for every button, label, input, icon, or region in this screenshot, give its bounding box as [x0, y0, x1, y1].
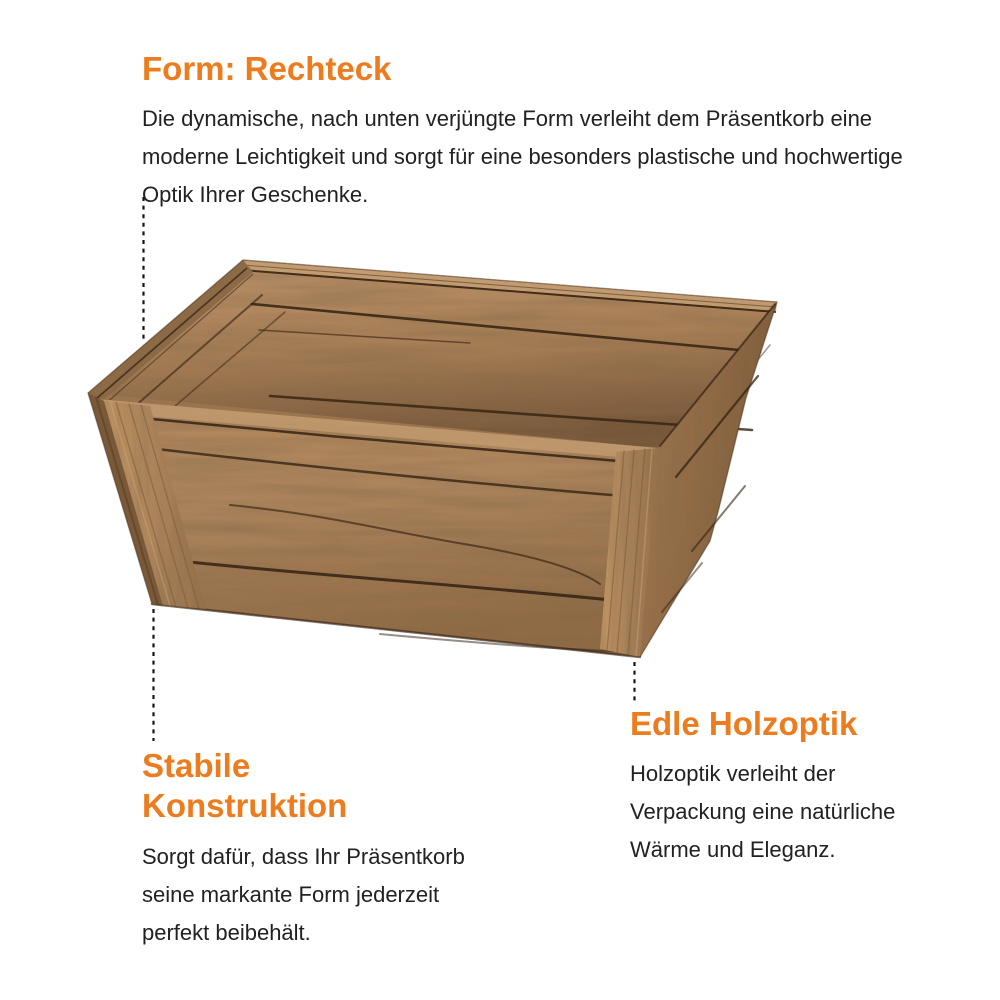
heading-holzoptik: Edle Holzoptik — [630, 705, 858, 742]
body-konstruktion: Sorgt dafür, dass Ihr Präsentkorb seine markante Form jederzeit perfekt beibehält. — [142, 843, 465, 945]
section-konstruktion — [142, 746, 494, 952]
section-form — [142, 49, 920, 214]
body-form: Die dynamische, nach unten verjüngte Form verleiht dem Präsentkorb eine moderne Leichtigkeit und sorgt für eine besonders plastische und hochwertige Optik Ihrer Geschenke. — [142, 106, 903, 208]
heading-konstruktion: Stabile Konstruktion — [142, 747, 348, 825]
heading-form: Form: Rechteck — [142, 50, 392, 87]
section-holzoptik — [630, 704, 912, 869]
body-holzoptik: Holzoptik verleiht der Verpackung eine natürliche Wärme und Eleganz. — [630, 761, 896, 863]
